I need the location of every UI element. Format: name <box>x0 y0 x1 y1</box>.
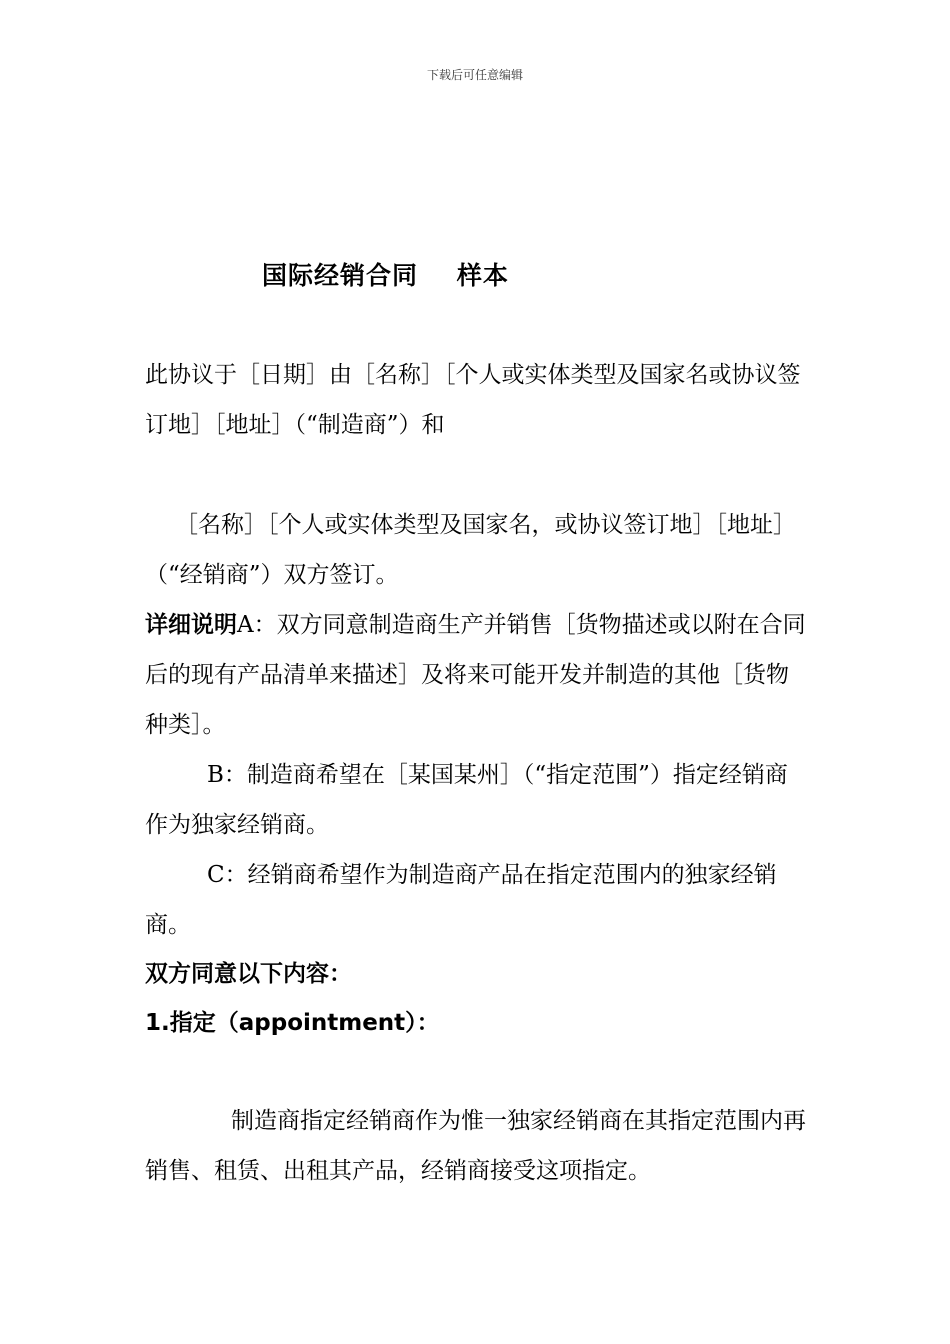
section-heading-appointment: 1.指定（appointment）： <box>145 1010 440 1036</box>
recital-label: 详细说明 <box>145 612 237 638</box>
paragraph-appointment: 制造商指定经销商作为惟一独家经销商在其指定范围内再销售、租赁、出租其产品，经销商接受这项指定。 <box>145 1108 806 1184</box>
paragraph-recital-b: B：制造商希望在［某国某州］（“指定范围”）指定经销商作为独家经销商。 <box>145 762 788 838</box>
page-header-note: 下载后可任意编辑 <box>426 68 523 82</box>
recital-a-text: A：双方同意制造商生产并销售［货物描述或以附在合同后的现有产品清单来描述］及将来可能开发并制造的其他［货物种类］。 <box>145 612 806 738</box>
document-title: 国际经销合同 样本 <box>262 261 509 290</box>
agreement-heading: 双方同意以下内容： <box>145 961 352 987</box>
paragraph-recital-c: C：经销商希望作为制造商产品在指定范围内的独家经销商。 <box>145 862 777 938</box>
paragraph-recital-a <box>145 600 807 750</box>
paragraph-parties-manufacturer: 此协议于［日期］由［名称］［个人或实体类型及国家名或协议签订地］［地址］（“制造商”）和 <box>145 362 801 438</box>
paragraph-parties-distributor: ［名称］［个人或实体类型及国家名，或协议签订地］［地址］（“经销商”）双方签订。 <box>145 512 796 588</box>
